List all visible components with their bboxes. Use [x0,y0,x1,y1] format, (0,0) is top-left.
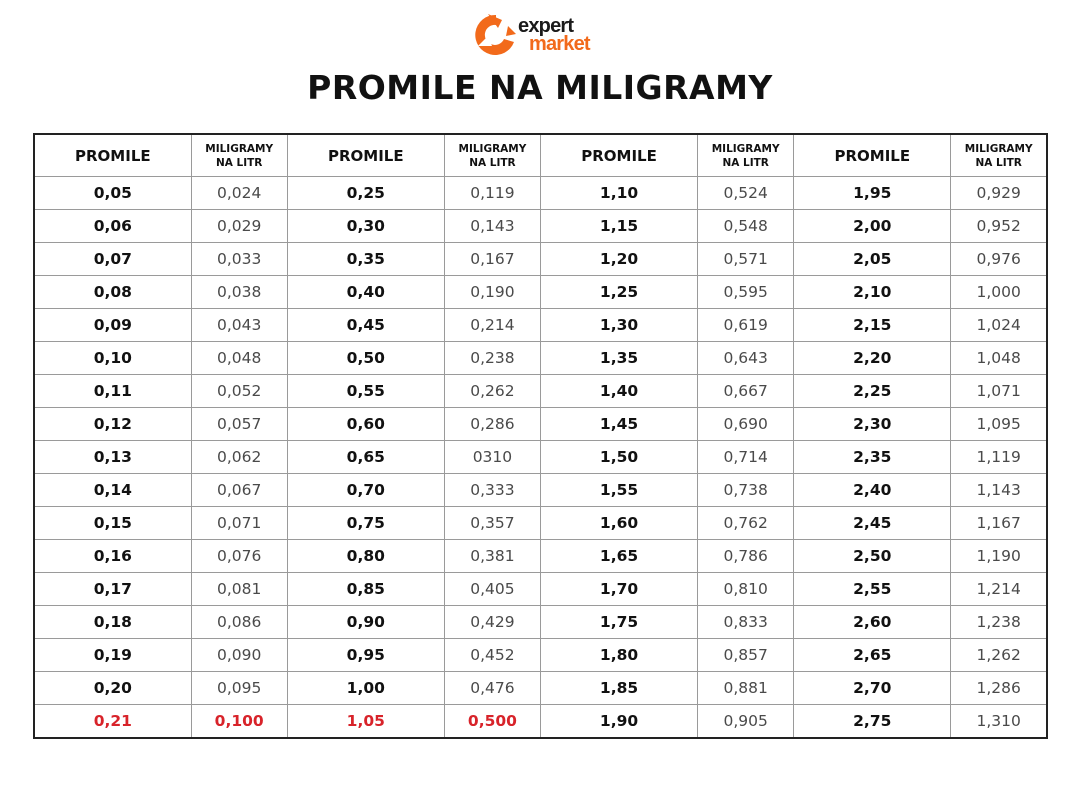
table-row [34,177,1047,210]
mg-per-litre-cell: 0,190 [444,276,540,309]
promile-cell: 0,18 [34,606,191,639]
promile-cell: 0,13 [34,441,191,474]
mg-per-litre-cell: 0,500 [444,705,540,739]
promile-cell: 1,05 [287,705,444,739]
header-line-1: MILIGRAMY [964,142,1033,155]
mg-per-litre-cell: 0,333 [444,474,540,507]
promile-cell: 0,09 [34,309,191,342]
promile-cell: 0,16 [34,540,191,573]
mg-per-litre-cell: 0,062 [191,441,287,474]
promile-cell: 2,35 [794,441,951,474]
header-line-2: NA LITR [215,156,263,169]
mg-per-litre-cell: 0,643 [698,342,794,375]
table-row [34,210,1047,243]
column-header-mg-per-litre [444,134,540,177]
column-header-promile: PROMILE [540,134,697,177]
promile-cell: 0,60 [287,408,444,441]
mg-per-litre-cell: 0,238 [444,342,540,375]
column-header-mg-per-litre [698,134,794,177]
mg-per-litre-cell: 0,095 [191,672,287,705]
promile-cell: 0,50 [287,342,444,375]
mg-per-litre-cell: 0,119 [444,177,540,210]
promile-cell: 0,17 [34,573,191,606]
table-row [34,342,1047,375]
promile-cell: 2,00 [794,210,951,243]
promile-cell: 1,65 [540,540,697,573]
column-header-mg-per-litre [951,134,1047,177]
mg-per-litre-cell: 1,310 [951,705,1047,739]
mg-per-litre-cell: 1,024 [951,309,1047,342]
mg-per-litre-cell: 0,048 [191,342,287,375]
mg-per-litre-cell: 0,262 [444,375,540,408]
mg-per-litre-cell: 1,048 [951,342,1047,375]
promile-cell: 1,50 [540,441,697,474]
conversion-table [33,133,1048,739]
promile-cell: 1,85 [540,672,697,705]
mg-per-litre-cell: 0,286 [444,408,540,441]
promile-cell: 0,75 [287,507,444,540]
table-row [34,606,1047,639]
mg-per-litre-cell: 1,000 [951,276,1047,309]
mg-per-litre-cell: 1,095 [951,408,1047,441]
promile-cell: 0,14 [34,474,191,507]
mg-per-litre-cell: 0,476 [444,672,540,705]
mg-per-litre-cell: 0,762 [698,507,794,540]
mg-per-litre-cell: 0,214 [444,309,540,342]
promile-cell: 1,45 [540,408,697,441]
promile-cell: 2,20 [794,342,951,375]
mg-per-litre-cell: 0,071 [191,507,287,540]
mg-per-litre-cell: 0,524 [698,177,794,210]
mg-per-litre-cell: 0,595 [698,276,794,309]
promile-cell: 1,40 [540,375,697,408]
promile-cell: 1,95 [794,177,951,210]
mg-per-litre-cell: 0,405 [444,573,540,606]
mg-per-litre-cell: 0,786 [698,540,794,573]
mg-per-litre-cell: 0,667 [698,375,794,408]
mg-per-litre-cell: 0,571 [698,243,794,276]
table-row [34,408,1047,441]
promile-cell: 0,45 [287,309,444,342]
promile-cell: 2,45 [794,507,951,540]
promile-cell: 1,25 [540,276,697,309]
header-line-1: MILIGRAMY [205,142,274,155]
mg-per-litre-cell: 1,286 [951,672,1047,705]
promile-cell: 2,10 [794,276,951,309]
logo-text-market: market [529,33,590,55]
mg-per-litre-cell: 1,262 [951,639,1047,672]
mg-per-litre-cell: 0,043 [191,309,287,342]
mg-per-litre-cell: 0,033 [191,243,287,276]
promile-cell: 1,70 [540,573,697,606]
mg-per-litre-cell: 0,881 [698,672,794,705]
mg-per-litre-cell: 0,067 [191,474,287,507]
mg-per-litre-cell: 0,086 [191,606,287,639]
header-line-2: NA LITR [722,156,769,169]
table-row [34,639,1047,672]
promile-cell: 1,00 [287,672,444,705]
table-row [34,507,1047,540]
promile-cell: 2,55 [794,573,951,606]
promile-cell: 2,70 [794,672,951,705]
column-header-promile: PROMILE [287,134,444,177]
mg-per-litre-cell: 0,810 [698,573,794,606]
table-row [34,375,1047,408]
promile-cell: 0,30 [287,210,444,243]
promile-cell: 1,55 [540,474,697,507]
promile-cell: 2,65 [794,639,951,672]
mg-per-litre-cell: 0,057 [191,408,287,441]
promile-cell: 1,30 [540,309,697,342]
table-row [34,276,1047,309]
promile-cell: 0,08 [34,276,191,309]
mg-per-litre-cell: 0,052 [191,375,287,408]
promile-cell: 0,10 [34,342,191,375]
promile-cell: 0,20 [34,672,191,705]
mg-per-litre-cell: 0,167 [444,243,540,276]
table-row [34,441,1047,474]
promile-cell: 2,25 [794,375,951,408]
promile-cell: 0,70 [287,474,444,507]
mg-per-litre-cell: 0,833 [698,606,794,639]
mg-per-litre-cell: 0,976 [951,243,1047,276]
promile-cell: 0,95 [287,639,444,672]
promile-cell: 0,21 [34,705,191,739]
promile-cell: 2,50 [794,540,951,573]
promile-cell: 0,11 [34,375,191,408]
expertmarket-logo [474,12,614,58]
mg-per-litre-cell: 0,143 [444,210,540,243]
mg-per-litre-cell: 0,381 [444,540,540,573]
mg-per-litre-cell: 0,429 [444,606,540,639]
promile-cell: 0,19 [34,639,191,672]
mg-per-litre-cell: 0,690 [698,408,794,441]
mg-per-litre-cell: 0,038 [191,276,287,309]
promile-cell: 0,07 [34,243,191,276]
promile-cell: 2,40 [794,474,951,507]
mg-per-litre-cell: 0,076 [191,540,287,573]
mg-per-litre-cell: 1,167 [951,507,1047,540]
promile-cell: 1,35 [540,342,697,375]
mg-per-litre-cell: 0,081 [191,573,287,606]
mg-per-litre-cell: 0,857 [698,639,794,672]
expertmarket-logo-icon [474,12,518,58]
mg-per-litre-cell: 0,357 [444,507,540,540]
mg-per-litre-cell: 1,071 [951,375,1047,408]
mg-per-litre-cell: 0,090 [191,639,287,672]
logo-text-expert: expert [518,15,574,37]
mg-per-litre-cell: 0,024 [191,177,287,210]
promile-cell: 0,06 [34,210,191,243]
promile-cell: 1,90 [540,705,697,739]
promile-cell: 0,40 [287,276,444,309]
promile-cell: 1,20 [540,243,697,276]
mg-per-litre-cell: 0310 [444,441,540,474]
table-header-row [34,134,1047,177]
promile-cell: 0,65 [287,441,444,474]
table-row [34,573,1047,606]
mg-per-litre-cell: 0,905 [698,705,794,739]
promile-cell: 0,25 [287,177,444,210]
header-line-1: MILIGRAMY [458,142,527,155]
table-row [34,309,1047,342]
promile-cell: 0,90 [287,606,444,639]
mg-per-litre-cell: 0,029 [191,210,287,243]
table-body [34,177,1047,739]
promile-cell: 0,80 [287,540,444,573]
mg-per-litre-cell: 0,738 [698,474,794,507]
table-row [34,672,1047,705]
mg-per-litre-cell: 0,548 [698,210,794,243]
mg-per-litre-cell: 0,929 [951,177,1047,210]
promile-cell: 2,05 [794,243,951,276]
promile-cell: 1,10 [540,177,697,210]
promile-cell: 2,75 [794,705,951,739]
promile-cell: 1,75 [540,606,697,639]
header-line-2: NA LITR [975,156,1022,169]
mg-per-litre-cell: 0,100 [191,705,287,739]
mg-per-litre-cell: 0,452 [444,639,540,672]
header-line-2: NA LITR [469,156,516,169]
mg-per-litre-cell: 0,714 [698,441,794,474]
promile-cell: 2,15 [794,309,951,342]
table-row [34,540,1047,573]
header-line-1: MILIGRAMY [711,142,780,155]
promile-cell: 1,80 [540,639,697,672]
mg-per-litre-cell: 1,214 [951,573,1047,606]
column-header-promile: PROMILE [34,134,191,177]
column-header-promile: PROMILE [794,134,951,177]
page-title: PROMILE NA MILIGRAMY [307,68,773,107]
promile-cell: 0,12 [34,408,191,441]
promile-cell: 1,60 [540,507,697,540]
mg-per-litre-cell: 1,190 [951,540,1047,573]
promile-cell: 0,15 [34,507,191,540]
mg-per-litre-cell: 1,119 [951,441,1047,474]
promile-cell: 1,15 [540,210,697,243]
promile-cell: 2,30 [794,408,951,441]
mg-per-litre-cell: 0,952 [951,210,1047,243]
promile-cell: 0,85 [287,573,444,606]
promile-cell: 0,35 [287,243,444,276]
promile-cell: 0,05 [34,177,191,210]
promile-cell: 2,60 [794,606,951,639]
table-row [34,705,1047,739]
mg-per-litre-cell: 1,238 [951,606,1047,639]
mg-per-litre-cell: 0,619 [698,309,794,342]
table-row [34,243,1047,276]
promile-cell: 0,55 [287,375,444,408]
mg-per-litre-cell: 1,143 [951,474,1047,507]
table-row [34,474,1047,507]
column-header-mg-per-litre [191,134,287,177]
